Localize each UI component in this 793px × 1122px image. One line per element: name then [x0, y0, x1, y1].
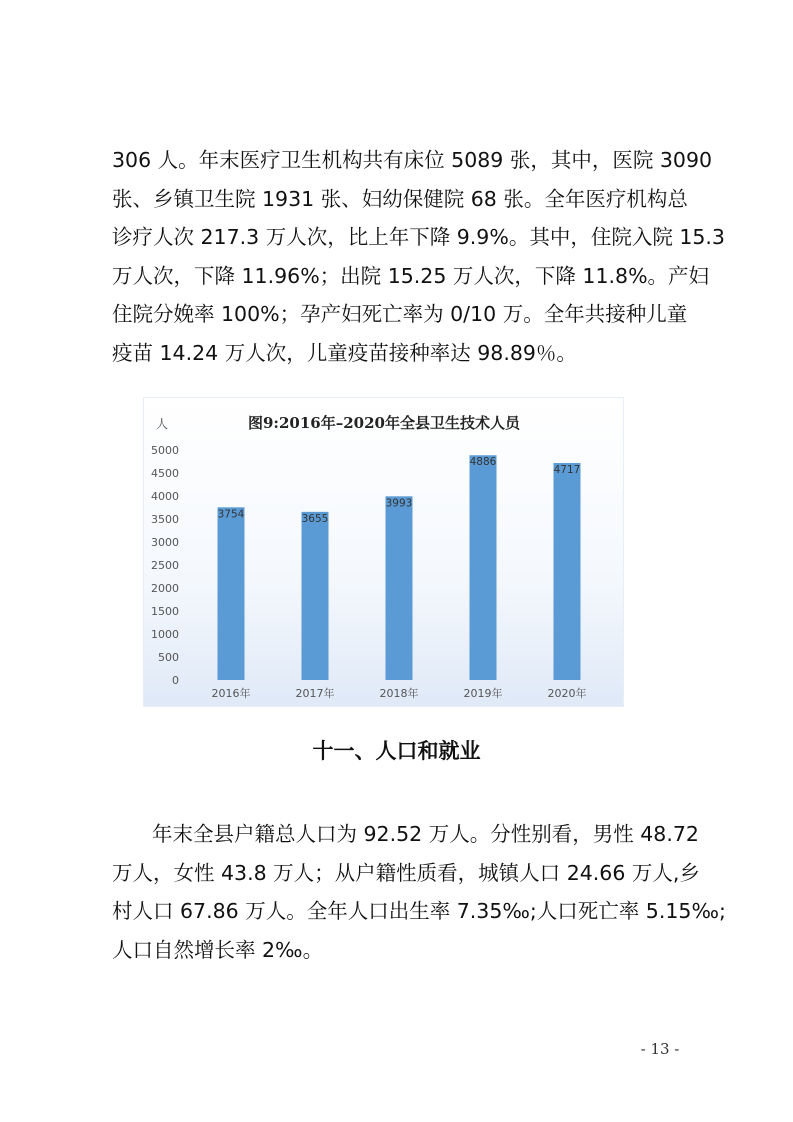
- x-tick-label: 2017年: [295, 687, 335, 700]
- bar: [218, 507, 245, 680]
- data-label: 4886: [469, 456, 497, 469]
- paragraph-health-stats: [112, 141, 725, 372]
- y-tick-label: 3000: [151, 536, 179, 549]
- text-line: 诊疗人次 217.3 万人次，比上年下降 9.9%。其中，住院入院 15.3: [112, 225, 725, 249]
- text-line: 年末全县户籍总人口为 92.52 万人。分性别看，男性 48.72: [152, 822, 699, 846]
- text-line: 万人，女性 43.8 万人；从户籍性质看，城镇人口 24.66 万人,乡: [112, 860, 700, 885]
- y-tick-label: 2000: [151, 582, 179, 595]
- data-label: 3993: [385, 497, 413, 510]
- x-tick-label: 2018年: [379, 687, 419, 700]
- text-line: 张、乡镇卫生院 1931 张、妇幼保健院 68 张。全年医疗机构总: [112, 186, 688, 211]
- bar: [386, 496, 413, 680]
- text-line: 住院分娩率 100%；孕产妇死亡率为 0/10 万。全年共接种儿童: [112, 302, 688, 326]
- bar-chart-health-workers: [143, 397, 624, 707]
- y-tick-label: 1000: [151, 628, 179, 641]
- data-label: 3655: [301, 512, 329, 525]
- y-tick-label: 500: [158, 651, 179, 664]
- chart-canvas: [144, 398, 623, 706]
- text-line: 万人次，下降 11.96%；出院 15.25 万人次，下降 11.8%。产妇: [112, 263, 710, 288]
- y-tick-label: 4500: [151, 467, 179, 480]
- text-line: 人口自然增长率 2‰。: [112, 937, 324, 962]
- x-tick-label: 2019年: [463, 687, 503, 700]
- data-label: 4717: [553, 464, 581, 477]
- bar: [470, 455, 497, 680]
- x-tick-label: 2016年: [211, 687, 251, 700]
- x-tick-label: 2020年: [547, 687, 587, 700]
- y-tick-label: 1500: [151, 605, 179, 618]
- page-number: - 13 -: [640, 1040, 680, 1058]
- text-line: 疫苗 14.24 万人次，儿童疫苗接种率达 98.89％。: [112, 340, 577, 365]
- y-tick-label: 0: [172, 674, 179, 687]
- section-heading: 十一、人口和就业: [312, 739, 481, 763]
- chart-title: 图9:2016年–2020年全县卫生技术人员: [248, 414, 520, 432]
- y-axis-label: 人: [156, 417, 169, 431]
- bar: [554, 463, 581, 680]
- data-label: 3754: [217, 508, 245, 521]
- y-tick-label: 2500: [151, 559, 179, 572]
- text-line: 村人口 67.86 万人。全年人口出生率 7.35‰;人口死亡率 5.15‰;: [112, 899, 726, 923]
- bar: [302, 512, 329, 680]
- paragraph-population-stats: [112, 815, 726, 969]
- y-tick-label: 3500: [151, 513, 179, 526]
- y-tick-label: 4000: [151, 490, 179, 503]
- text-line: 306 人。年末医疗卫生机构共有床位 5089 张，其中，医院 3090: [112, 148, 713, 172]
- y-tick-label: 5000: [151, 444, 179, 457]
